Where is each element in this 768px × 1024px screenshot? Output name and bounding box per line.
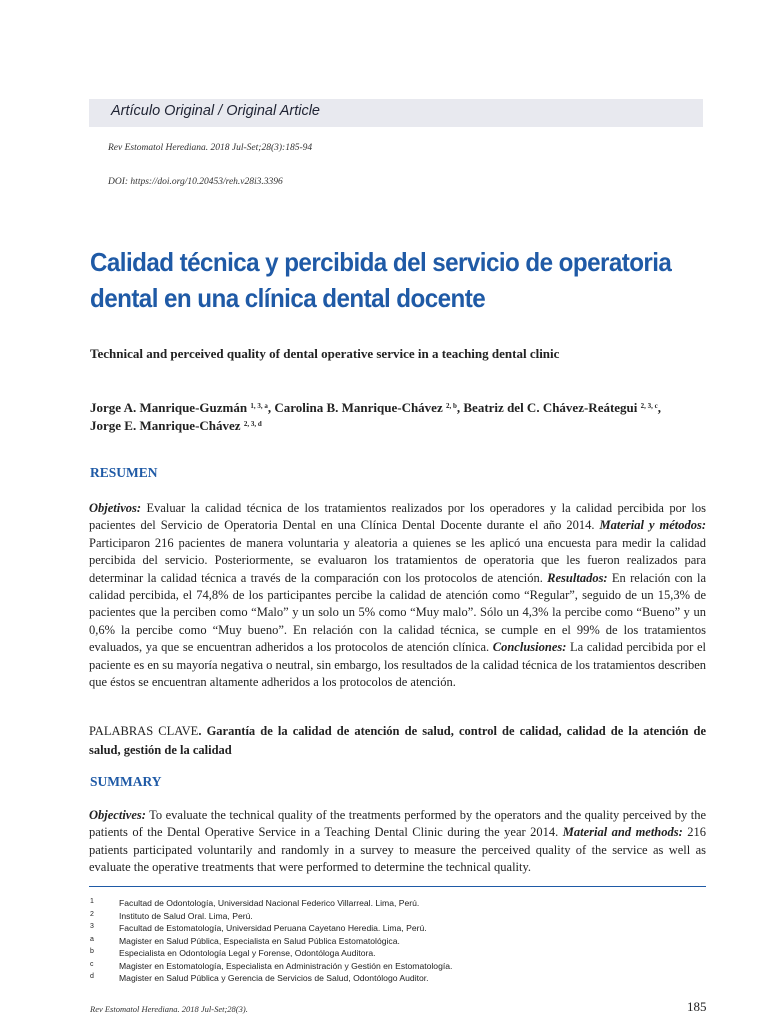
footnote-item — [89, 897, 689, 910]
author-name: Jorge E. Manrique-Chávez — [90, 418, 241, 433]
footnote-mark: 2 — [90, 910, 94, 918]
methods-label: Material and methods: — [562, 825, 683, 840]
metodos-text: Participaron 216 pacientes de manera voluntaria y aleatoria a quienes se les aplicó una encuesta para medir la calidad percibida del servicio. Posteriormente, se evaluaron los tratamientos de operatoria que les fueron realizados para determinar la calidad técnica a través de la comparación con los protocolos de atención. — [89, 535, 706, 585]
author-affiliation: 2, 3, c — [640, 402, 658, 410]
author-affiliation: 2, 3, d — [243, 420, 262, 428]
article-type-label: Artículo Original / Original Article — [111, 103, 320, 119]
footnote-item — [89, 910, 689, 923]
metodos-label: Material y métodos: — [599, 518, 707, 533]
methods-text: 216 patients participated voluntarily and randomly in a survey to measure the perceived quality of the service as well as evaluate the operative treatments that were performed to determine the technical quality. — [89, 825, 707, 875]
summary-heading: SUMMARY — [90, 774, 162, 789]
conclusiones-text: La calidad percibida por el paciente es en su mayoría negativa o neutral, sin embargo, los resultados de la calidad técnica de los tratamientos describen que éstos se encuentran altamente adheridos a los protocolos de atención. — [89, 640, 706, 690]
resultados-label: Resultados: — [547, 570, 608, 585]
objectives-text: To evaluate the technical quality of the treatments performed by the operators and the quality perceived by the patients of the Dental Operative Service in a Teaching Dental Clinic during the year 2014. — [89, 808, 706, 840]
author-affiliation: 2, b — [445, 402, 457, 410]
footnote-mark: 1 — [90, 898, 94, 905]
objetivos-text: Evaluar la calidad técnica de los tratamientos realizados por los operadores y la calidad percibida por los pacientes del Servicio de Operatoria Dental en una Clínica Dental Docente durante el año 2014. — [89, 501, 706, 533]
footnote-mark: c — [90, 960, 94, 968]
footnote-item — [89, 972, 689, 985]
english-title: Technical and perceived quality of dental operative service in a teaching dental clinic — [90, 346, 560, 361]
conclusiones-label: Conclusiones: — [492, 640, 567, 655]
resultados-text: En relación con la calidad percibida, el 74,8% de los participantes percibe la calidad de atención como “Regular”, seguido de un 15,3% de pacientes que la perciben como “Malo” y un solo un 5% como “Muy malo”. Sólo un 4,3% la percibe como “Bueno” y un 0,6% la percibe como “Muy bueno”. En relación con la calidad técnica, se cumple en el 99% de los tratamientos evaluados, ya que se encuentran adheridos a los protocolos de atención clínica. — [89, 570, 706, 655]
doi-link[interactable]: DOI: https://doi.org/10.20453/reh.v28i3.3396 — [108, 177, 283, 187]
footnote-text: Facultad de Estomatología, Universidad Peruana Cayetano Heredia. Lima, Perú. — [119, 923, 427, 933]
article-type-banner — [89, 99, 703, 127]
objectives-label: Objectives: — [89, 808, 146, 822]
article-title: Calidad técnica y percibida del servicio de operatoria dental en una clínica dental docente — [90, 247, 672, 313]
author-name: Jorge A. Manrique-Guzmán — [90, 400, 248, 415]
author-name: Carolina B. Manrique-Chávez — [274, 400, 443, 415]
footnote-text: Magister en Salud Pública y Gerencia de Servicios de Salud, Odontólogo Auditor. — [119, 973, 429, 983]
footnote-text: Facultad de Odontología, Universidad Nacional Federico Villarreal. Lima, Perú. — [119, 898, 420, 908]
journal-citation: Rev Estomatol Herediana. 2018 Jul-Set;28(3):185-94 — [108, 143, 313, 153]
footnote-text: Magister en Estomatología, Especialista en Administración y Gestión en Estomatología. — [119, 960, 453, 971]
author-name: Beatriz del C. Chávez-Reátegui — [463, 400, 638, 415]
keywords-label: PALABRAS CLAVE — [89, 724, 199, 738]
keywords-paragraph — [89, 722, 706, 760]
footnote-text: Instituto de Salud Oral. Lima, Perú. — [119, 910, 253, 921]
footnote-text: Magister en Salud Pública, Especialista en Salud Pública Estomatológica. — [119, 935, 400, 946]
resumen-heading: RESUMEN — [90, 465, 158, 480]
footnote-list — [89, 897, 689, 985]
footnote-mark: b — [90, 948, 94, 955]
footnote-item — [89, 960, 689, 973]
objetivos-label: Objetivos: — [89, 501, 142, 515]
resumen-paragraph — [89, 500, 706, 691]
footnote-item — [89, 922, 689, 935]
footnote-divider — [89, 886, 706, 887]
page-number: 185 — [687, 999, 707, 1014]
summary-paragraph — [89, 807, 706, 877]
author-list: Jorge A. Manrique-Guzmán $^{1, 3, a}$, Carolina B. Manrique-Chávez $^{2, b}$, Beatriz del C. Chávez-Reátegui $^{2, 3, c}$, Jorge E. Manrique-Chávez $^{2, 3, d}$ — [90, 400, 662, 433]
footnote-item — [89, 947, 689, 960]
keywords-text: . Garantía de la calidad de atención de salud, control de calidad, calidad de la atención de salud, gestión de la calidad — [89, 724, 707, 757]
footnote-item — [89, 935, 689, 948]
footer-citation: Rev Estomatol Herediana. 2018 Jul-Set;28(3). — [90, 1004, 248, 1014]
footnote-text: Especialista en Odontología Legal y Forense, Odontóloga Auditora. — [119, 948, 376, 958]
author-affiliation: 1, 3, a — [250, 402, 268, 410]
footnote-mark: d — [90, 973, 94, 980]
footnote-mark: 3 — [90, 923, 94, 930]
footnote-mark: a — [90, 935, 94, 943]
